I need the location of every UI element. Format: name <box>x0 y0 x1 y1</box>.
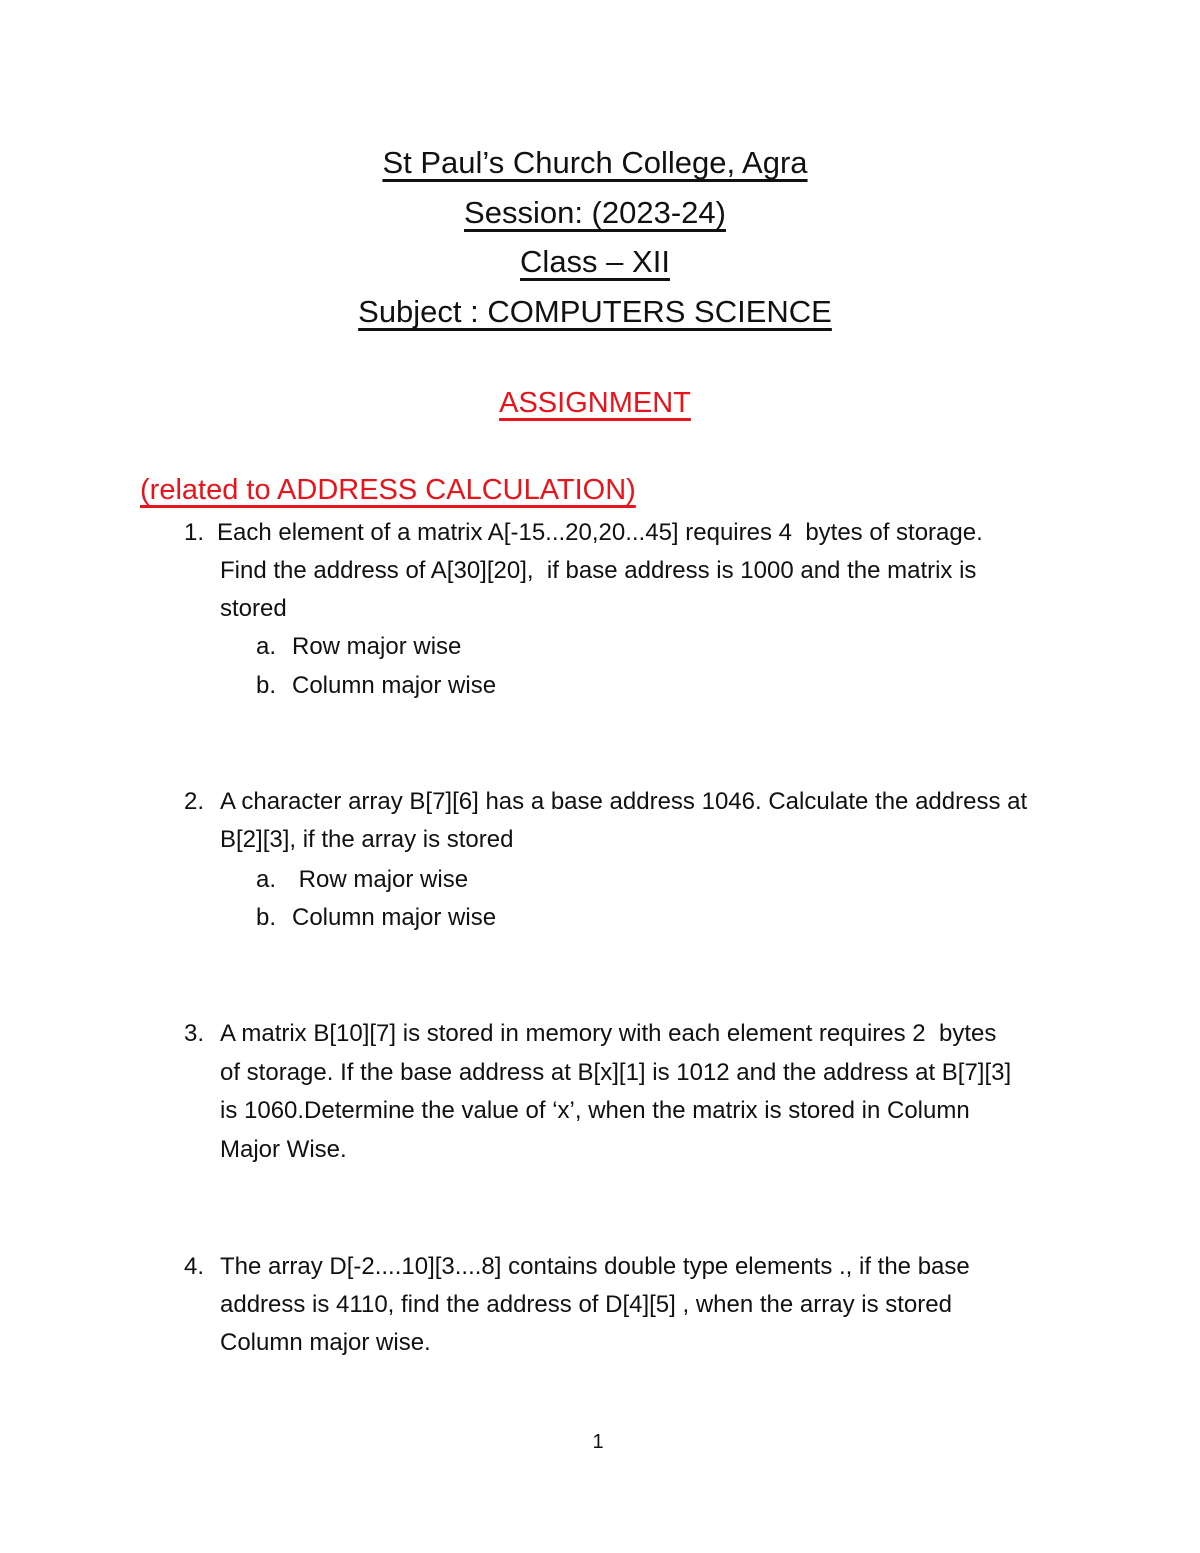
question-text: stored <box>220 595 287 622</box>
question-number: 3. <box>184 1020 205 1047</box>
question-text: address is 4110, find the address of D[4][5] , when the array is stored <box>220 1291 952 1318</box>
option-text: Row major wise <box>292 633 462 660</box>
option-label: a. <box>256 866 277 893</box>
option-text: Column major wise <box>292 672 497 699</box>
option-label: a. <box>256 633 277 660</box>
question-number: 1. <box>184 519 205 546</box>
option-text: Row major wise <box>292 866 469 893</box>
subject: Subject : COMPUTERS SCIENCE <box>358 294 832 329</box>
question-text: Major Wise. <box>220 1136 347 1163</box>
question-number: 2. <box>184 788 205 815</box>
option-label: b. <box>256 904 277 931</box>
topic-heading: (related to ADDRESS CALCULATION) <box>140 474 636 506</box>
session: Session: (2023-24) <box>464 195 726 230</box>
option-label: b. <box>256 672 277 699</box>
question-text: is 1060.Determine the value of ‘x’, when the matrix is stored in Column <box>220 1097 970 1124</box>
page-number: 1 <box>592 1431 604 1453</box>
question-text: A matrix B[10][7] is stored in memory with each element requires 2 bytes <box>220 1020 997 1047</box>
question-number: 4. <box>184 1253 205 1280</box>
question-text: Column major wise. <box>220 1329 431 1356</box>
class: Class – XII <box>520 244 670 279</box>
college-name: St Paul’s Church College, Agra <box>382 145 808 180</box>
assignment-title: ASSIGNMENT <box>499 387 691 419</box>
question-text: A character array B[7][6] has a base address 1046. Calculate the address at <box>220 788 1028 815</box>
question-text: Each element of a matrix A[-15...20,20...45] requires 4 bytes of storage. <box>217 519 983 546</box>
question-text: Find the address of A[30][20], if base address is 1000 and the matrix is <box>220 557 977 584</box>
question-text: of storage. If the base address at B[x][1] is 1012 and the address at B[7][3] <box>220 1059 1012 1086</box>
question-text: B[2][3], if the array is stored <box>220 826 514 853</box>
question-text: The array D[-2....10][3....8] contains double type elements ., if the base <box>220 1253 970 1280</box>
option-text: Column major wise <box>292 904 497 931</box>
